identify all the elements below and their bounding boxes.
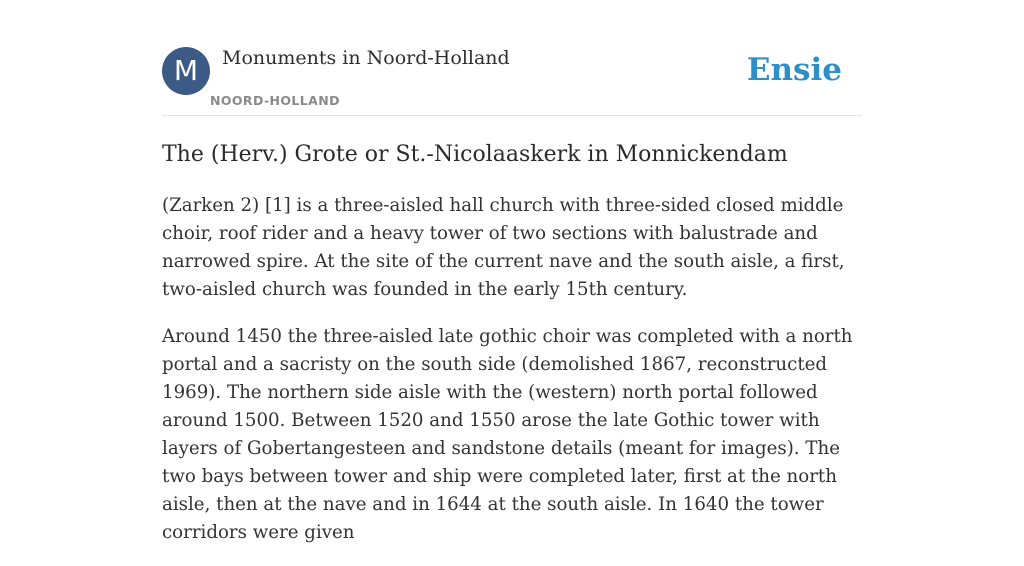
- article-title: The (Herv.) Grote or St.-Nicolaaskerk in Monnickendam: [162, 142, 788, 167]
- category-label[interactable]: NOORD-HOLLAND: [210, 93, 340, 108]
- article-body: [162, 192, 862, 566]
- header-divider: [162, 115, 862, 116]
- collection-title-link[interactable]: Monuments in Noord-Holland: [222, 47, 510, 69]
- brand-logo[interactable]: Ensie: [746, 52, 842, 88]
- avatar[interactable]: M: [162, 47, 210, 95]
- article-paragraph: (Zarken 2) [1] is a three-aisled hall church with three-sided closed middle choir, roof rider and a heavy tower of two sections with balustrade and narrowed spire. At the site of the current nave and the south aisle, a first, two-aisled church was founded in the early 15th century.: [162, 195, 845, 300]
- article-paragraph: Around 1450 the three-aisled late gothic choir was completed with a north portal and a sacristy on the south side (demolished 1867, reconstructed 1969). The northern side aisle with the (western) north portal followed around 1500. Between 1520 and 1550 arose the late Gothic tower with layers of Gobertangesteen and sandstone details (meant for images). The two bays between tower and ship were completed later, first at the north aisle, then at the nave and in 1644 at the south aisle. In 1640 the tower corridors were given: [162, 326, 853, 543]
- page-header: [162, 46, 862, 116]
